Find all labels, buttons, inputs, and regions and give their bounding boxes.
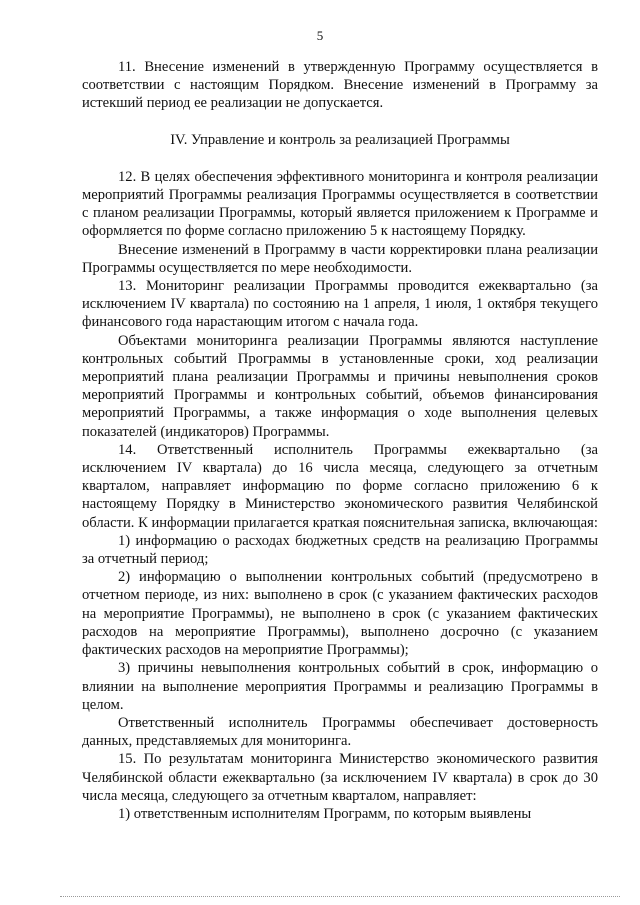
paragraph-14-reliability: Ответственный исполнитель Программы обеспечивает достоверность данных, представляемых для мониторинга. [82, 714, 598, 750]
paragraph-11: 11. Внесение изменений в утвержденную Программу осуществляется в соответствии с настоящим Порядком. Внесение изменений в Программу за истекший период ее реализации не допускается. [82, 59, 598, 112]
paragraph-14-item-3: 3) причины невыполнения контрольных событий в срок, информацию о влиянии на выполнение мероприятия Программы и реализацию Программы в целом. [82, 660, 598, 713]
paragraph-13: 13. Мониторинг реализации Программы проводится ежеквартально (за исключением IV квартала) по состоянию на 1 апреля, 1 июля, 1 октября текущего финансового года нарастающим итогом с начала года. [82, 278, 598, 331]
paragraph-15-item-1: 1) ответственным исполнителям Программ, по которым выявлены [118, 805, 532, 822]
document-body [82, 58, 598, 823]
paragraph-13-objects: Объектами мониторинга реализации Программы являются наступление контрольных событий Программы в установленные сроки, ход реализации мероприятий плана реализации Программы и причины невыполнения сроков мероприятий Программы и контрольных событий, объемов финансирования мероприятий Программы, а также информация о ходе выполнения целевых показателей (индикаторов) Программы. [82, 332, 598, 440]
section-heading: IV. Управление и контроль за реализацией Программы [170, 131, 510, 148]
paragraph-15: 15. По результатам мониторинга Министерство экономического развития Челябинской области ежеквартально (за исключением IV квартала) в срок до 30 числа месяца, следующего за отчетным кварталом, направляет: [82, 751, 598, 804]
paragraph-12-amendments: Внесение изменений в Программу в части корректировки плана реализации Программы осуществляется по мере необходимости. [82, 241, 598, 276]
paragraph-14-item-1: 1) информацию о расходах бюджетных средств на реализацию Программы за отчетный период; [82, 532, 598, 568]
bottom-scan-edge [60, 896, 620, 897]
paragraph-14: 14. Ответственный исполнитель Программы ежеквартально (за исключением IV квартала) до 16 числа месяца, следующего за отчетным кварталом, направляет информацию по форме согласно приложению 6 к настоящему Порядку в Министерство экономического развития Челябинской области. К информации прилагается краткая пояснительная записка, включающая: [82, 441, 598, 531]
paragraph-12: 12. В целях обеспечения эффективного мониторинга и контроля реализации мероприятий Программы реализация Программы осуществляется в соответствии с планом реализации Программы, который является приложением к Программе и оформляется по форме согласно приложению 5 к настоящему Порядку. [82, 168, 598, 240]
page-number: 5 [316, 28, 324, 43]
paragraph-14-item-2: 2) информацию о выполнении контрольных событий (предусмотрено в отчетном периоде, из них: выполнено в срок (с указанием фактических расходов на мероприятие Программы), не выполнено в срок (с указанием фактических расходов на мероприятие Программы), выполнено досрочно (с указанием фактических расходов на мероприятие Программы); [82, 569, 598, 659]
